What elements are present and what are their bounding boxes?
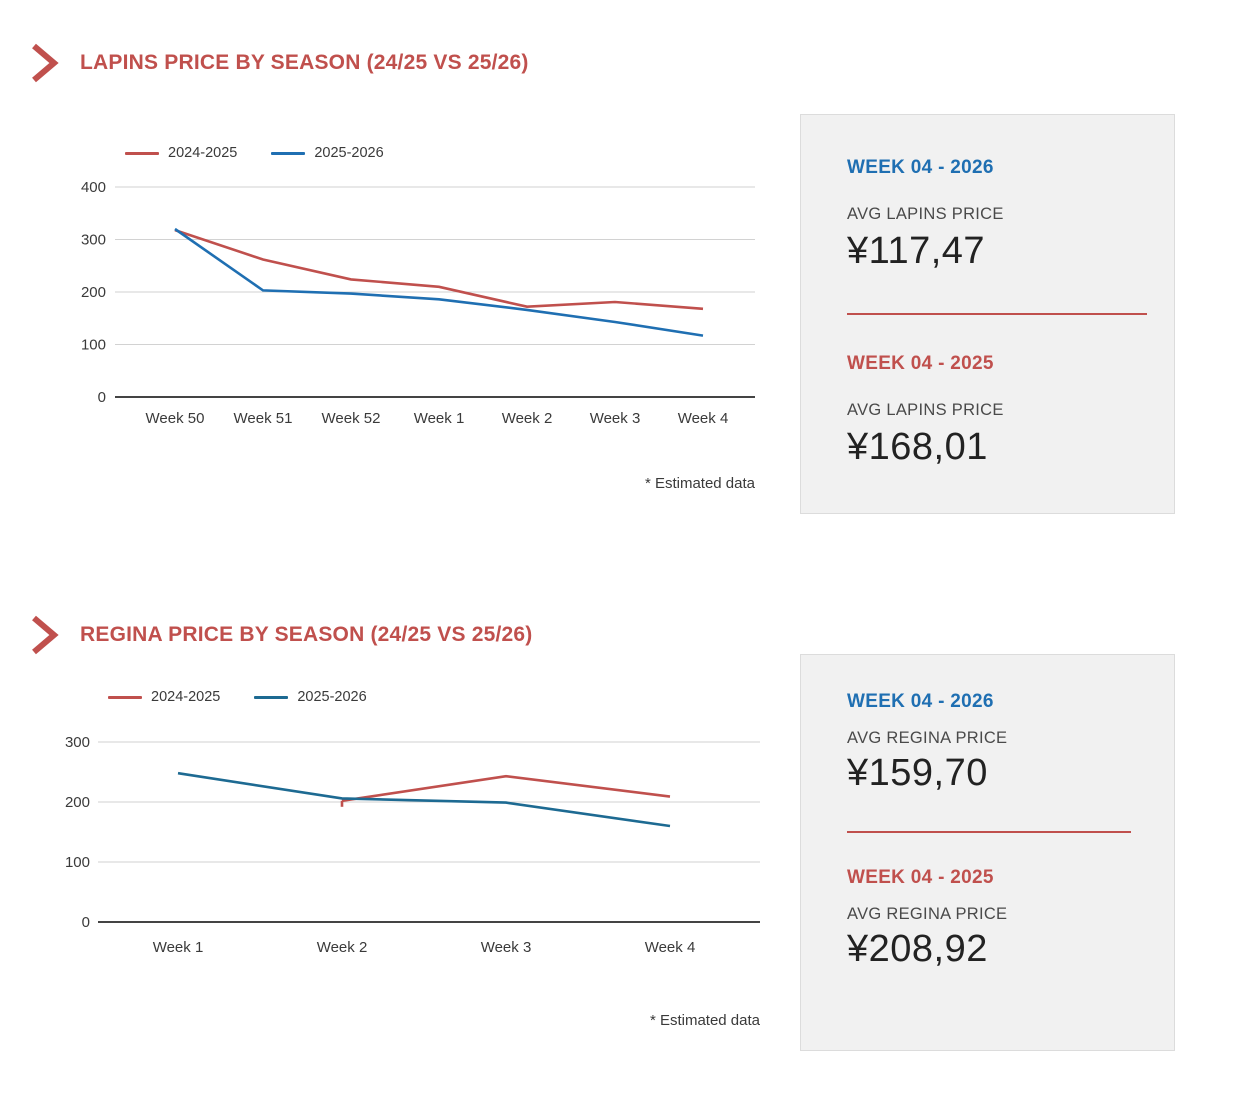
svg-text:Week 1: Week 1 <box>152 939 204 956</box>
x-tick-labels <box>153 939 696 956</box>
svg-text:0: 0 <box>97 389 106 406</box>
svg-text:400: 400 <box>80 179 106 196</box>
kpi-card-regina <box>800 654 1175 1051</box>
svg-text:Week 3: Week 3 <box>589 410 641 427</box>
series-line-2025-2026 <box>178 773 670 826</box>
kpi-value-current: ¥117,47 <box>847 230 986 272</box>
svg-text:100: 100 <box>80 336 106 354</box>
kpi-label-current: AVG REGINA PRICE <box>847 729 1008 747</box>
series-line-2024-2025 <box>342 776 670 801</box>
legend-label: 2025-2026 <box>314 145 384 161</box>
svg-text:Week 52: Week 52 <box>321 410 381 427</box>
svg-text:Week 4: Week 4 <box>644 939 696 956</box>
kpi-divider <box>847 313 1147 315</box>
svg-text:0: 0 <box>81 914 90 931</box>
svg-text:Week 4: Week 4 <box>677 410 729 427</box>
svg-text:300: 300 <box>80 231 106 249</box>
legend-label: 2024-2025 <box>151 689 221 705</box>
legend-item <box>125 145 237 161</box>
chevron-right-icon <box>28 612 62 658</box>
y-tick-labels <box>81 179 106 406</box>
legend-swatch-2024-2025 <box>108 696 142 699</box>
kpi-value-previous: ¥168,01 <box>847 426 988 468</box>
line-chart-regina <box>20 724 780 994</box>
chart-footnote-regina: * Estimated data <box>649 1012 760 1029</box>
legend-label: 2024-2025 <box>168 145 238 161</box>
y-tick-labels <box>65 734 90 931</box>
page-title: LAPINS PRICE BY SEASON (24/25 VS 25/26) <box>80 51 529 74</box>
kpi-label-current: AVG LAPINS PRICE <box>847 205 1004 223</box>
kpi-label-previous: AVG REGINA PRICE <box>847 905 1008 923</box>
line-chart-lapins <box>60 165 780 445</box>
kpi-value-current: ¥159,70 <box>847 752 988 794</box>
svg-text:200: 200 <box>64 794 90 811</box>
chart-legend-regina <box>108 689 367 705</box>
kpi-label-previous: AVG LAPINS PRICE <box>847 401 1004 419</box>
kpi-heading-current: WEEK 04 - 2026 <box>847 157 994 178</box>
chevron-right-icon <box>28 40 62 86</box>
legend-swatch-2025-2026 <box>271 152 305 155</box>
legend-label: 2025-2026 <box>297 689 367 705</box>
svg-text:300: 300 <box>64 734 90 751</box>
kpi-divider <box>847 831 1131 833</box>
kpi-value-previous: ¥208,92 <box>847 928 988 970</box>
svg-text:Week 2: Week 2 <box>316 939 368 956</box>
kpi-heading-current: WEEK 04 - 2026 <box>847 691 994 712</box>
kpi-heading-previous: WEEK 04 - 2025 <box>847 353 994 374</box>
section-header-lapins <box>28 40 529 86</box>
kpi-card-lapins <box>800 114 1175 514</box>
svg-text:Week 1: Week 1 <box>413 410 465 427</box>
gridlines <box>115 187 755 345</box>
svg-text:200: 200 <box>80 284 106 301</box>
svg-text:Week 51: Week 51 <box>233 410 293 427</box>
legend-swatch-2025-2026 <box>254 696 288 699</box>
x-tick-labels <box>146 410 729 427</box>
legend-item <box>271 145 383 161</box>
chart-svg <box>20 724 780 994</box>
chart-footnote-lapins: * Estimated data <box>644 475 755 492</box>
svg-text:100: 100 <box>64 854 90 871</box>
svg-text:Week 50: Week 50 <box>145 410 205 427</box>
svg-text:Week 3: Week 3 <box>480 939 532 956</box>
chart-legend-lapins <box>125 145 384 161</box>
page-title: REGINA PRICE BY SEASON (24/25 VS 25/26) <box>80 623 533 646</box>
svg-text:Week 2: Week 2 <box>501 410 553 427</box>
gridlines <box>98 742 760 922</box>
kpi-heading-previous: WEEK 04 - 2025 <box>847 867 994 888</box>
series-line-2025-2026 <box>175 229 703 336</box>
legend-item <box>108 689 220 705</box>
chart-svg <box>60 165 780 445</box>
legend-swatch-2024-2025 <box>125 152 159 155</box>
legend-item <box>254 689 366 705</box>
section-header-regina <box>28 612 532 658</box>
series-line-2024-2025 <box>175 230 703 309</box>
